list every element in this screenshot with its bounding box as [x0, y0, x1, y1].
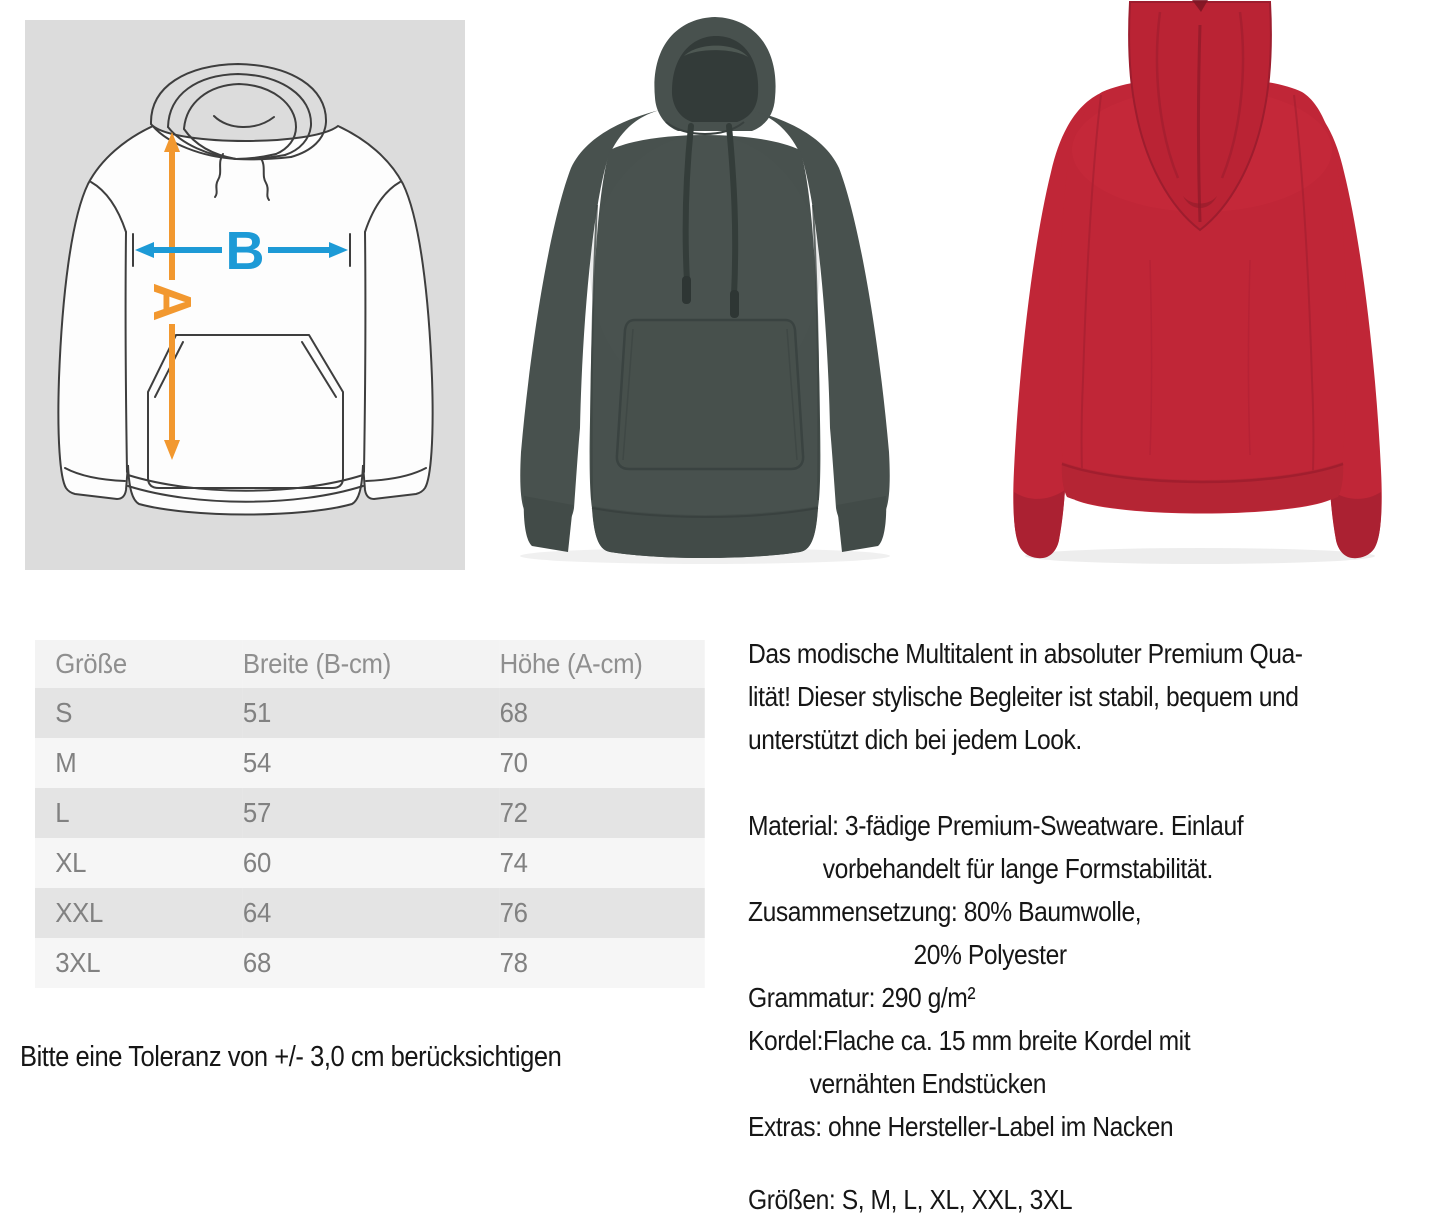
hoodie-sketch [25, 20, 465, 570]
cuff-right [1330, 490, 1381, 558]
table-row [35, 838, 705, 888]
cell-height: 68 [500, 688, 705, 738]
description-blank-line [748, 761, 1443, 804]
cuff-right [837, 496, 886, 552]
description-line: lität! Dieser stylische Begleiter ist stabil, bequem und [748, 681, 1299, 712]
description-line: Material: 3-fädige Premium-Sweatware. Einlauf [748, 810, 1244, 841]
cuff-left [524, 496, 573, 552]
table-row [35, 938, 705, 988]
column-header-height: Höhe (A-cm) [500, 640, 705, 688]
cell-width: 68 [243, 938, 500, 988]
cell-height: 70 [500, 738, 705, 788]
cell-size: 3XL [35, 938, 243, 988]
description-line: vernähten Endstücken [809, 1068, 1047, 1099]
cell-width: 57 [243, 788, 500, 838]
cell-size: XXL [35, 888, 243, 938]
table-header-row [35, 640, 705, 688]
tolerance-note: Bitte eine Toleranz von +/- 3,0 cm berücksichtigen [20, 1041, 562, 1073]
cell-size: XL [35, 838, 243, 888]
table-row [35, 788, 705, 838]
column-header-size: Größe [35, 640, 243, 688]
description-line: Größen: S, M, L, XL, XXL, 3XL [748, 1184, 1073, 1215]
product-photo-back [950, 0, 1445, 572]
cell-width: 54 [243, 738, 500, 788]
label-a: A [142, 282, 202, 322]
product-description [748, 632, 1443, 1221]
product-photo-front [470, 0, 940, 572]
cell-height: 78 [500, 938, 705, 988]
description-line: Das modische Multitalent in absoluter Premium Qua- [748, 638, 1303, 669]
cell-height: 74 [500, 838, 705, 888]
description-line: Zusammensetzung: 80% Baumwolle, [748, 896, 1142, 927]
size-diagram [25, 20, 465, 570]
column-header-width: Breite (B-cm) [243, 640, 500, 688]
cell-size: L [35, 788, 243, 838]
size-table [35, 640, 705, 988]
hood-center-crease [1199, 25, 1201, 222]
floor-shadow [1025, 548, 1375, 564]
description-line: unterstützt dich bei jedem Look. [748, 724, 1082, 755]
aglet-right [730, 290, 739, 318]
description-line: Extras: ohne Hersteller-Label im Nacken [748, 1111, 1174, 1142]
table-row [35, 738, 705, 788]
description-blank-line [748, 1148, 1443, 1178]
description-line: Grammatur: 290 g/m² [748, 982, 976, 1013]
cell-size: S [35, 688, 243, 738]
cell-height: 72 [500, 788, 705, 838]
cell-width: 51 [243, 688, 500, 738]
cell-width: 60 [243, 838, 500, 888]
table-row [35, 888, 705, 938]
cell-height: 76 [500, 888, 705, 938]
table-row [35, 688, 705, 738]
description-line: vorbehandelt für lange Formstabilität. [822, 853, 1213, 884]
cell-width: 64 [243, 888, 500, 938]
label-b: B [225, 221, 265, 281]
cell-size: M [35, 738, 243, 788]
aglet-left [682, 276, 691, 304]
cuff-left [1014, 490, 1065, 558]
hoodie-back-illustration [950, 0, 1445, 572]
description-line: Kordel:Flache ca. 15 mm breite Kordel mit [748, 1025, 1191, 1056]
sketch-body [58, 126, 432, 515]
kangaroo-pocket [617, 320, 803, 469]
hoodie-front-illustration [470, 0, 940, 572]
description-line: 20% Polyester [913, 939, 1067, 970]
